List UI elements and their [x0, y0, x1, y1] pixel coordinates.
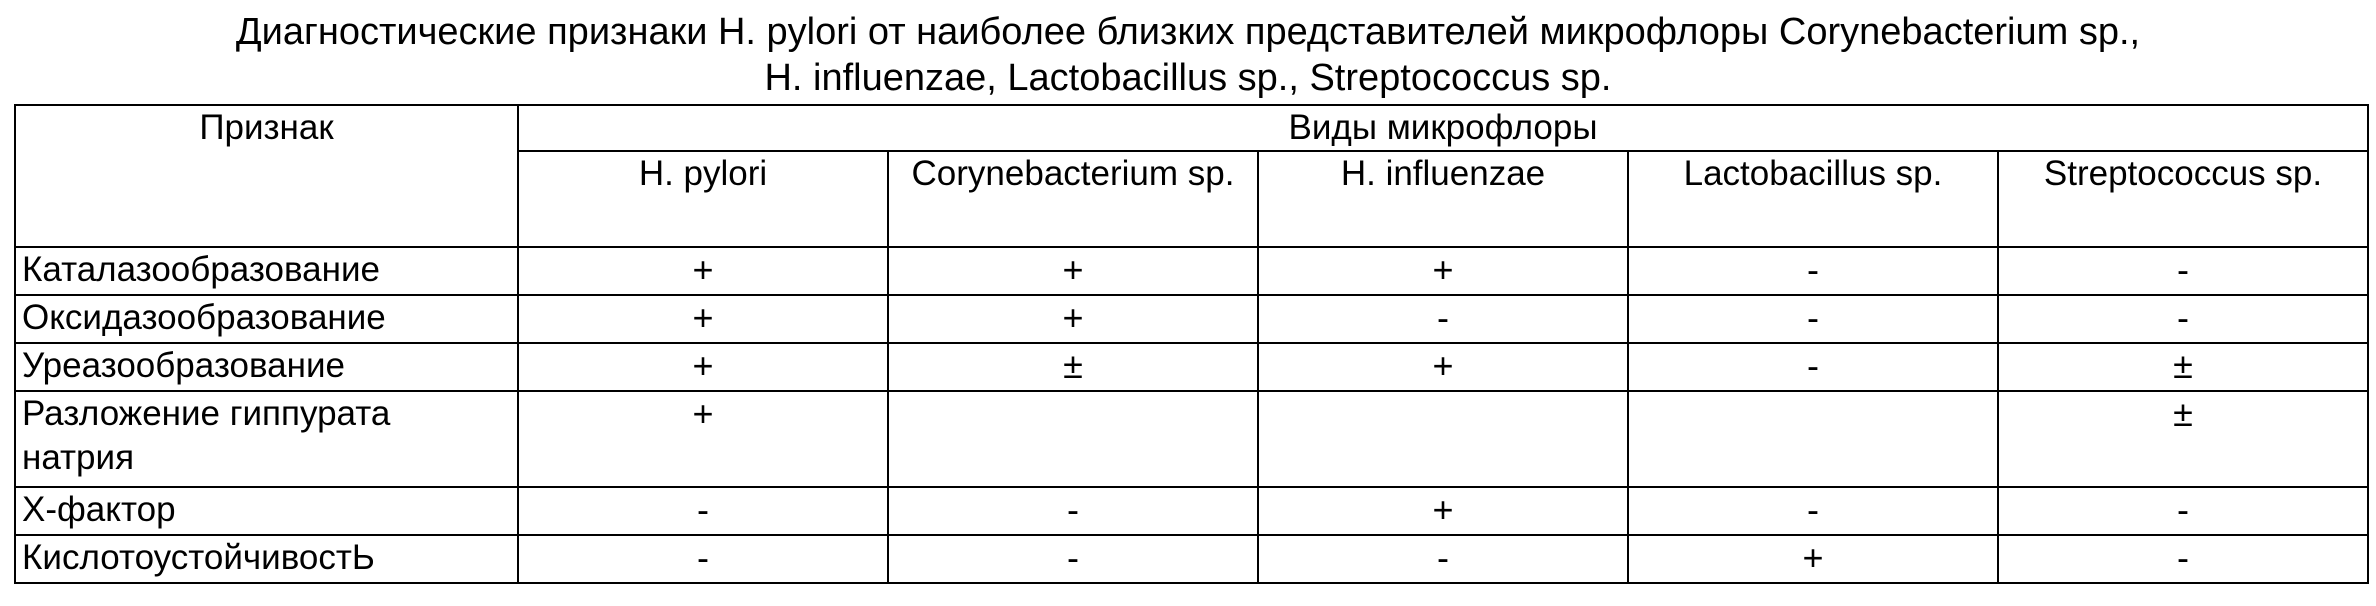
trait-value-cell: + [518, 391, 888, 487]
table-row [15, 535, 2368, 583]
title-line-2: H. influenzae, Lactobacillus sp., Streptococcus sp. [764, 57, 1612, 99]
document-title [0, 0, 2376, 101]
species-header-h-influenzae: H. influenzae [1258, 151, 1628, 247]
trait-label: КислотоустойчивостЬ [15, 535, 518, 583]
trait-value-cell: + [518, 295, 888, 343]
trait-value-cell: - [1628, 247, 1998, 295]
trait-value-cell: - [1258, 535, 1628, 583]
trait-value-cell: - [1998, 247, 2368, 295]
trait-value-cell: - [1258, 295, 1628, 343]
trait-value-cell: + [888, 247, 1258, 295]
trait-value-cell: - [888, 535, 1258, 583]
trait-value-cell: + [518, 247, 888, 295]
table-row [15, 343, 2368, 391]
trait-value-cell [1258, 391, 1628, 487]
trait-value-cell: + [1628, 535, 1998, 583]
trait-value-cell: ± [1998, 343, 2368, 391]
trait-value-cell: + [1258, 487, 1628, 535]
trait-value-cell: + [1258, 343, 1628, 391]
trait-value-cell: + [518, 343, 888, 391]
trait-label: Оксидазообразование [15, 295, 518, 343]
diagnostic-traits-table [14, 104, 2369, 584]
species-header-lactobacillus: Lactobacillus sp. [1628, 151, 1998, 247]
table-row [15, 295, 2368, 343]
trait-value-cell [1628, 391, 1998, 487]
trait-value-cell: - [1998, 535, 2368, 583]
trait-value-cell: - [1998, 487, 2368, 535]
table-row [15, 487, 2368, 535]
trait-value-cell: - [518, 487, 888, 535]
trait-column-header: Признак [15, 105, 518, 247]
trait-label: Каталазообразование [15, 247, 518, 295]
table-row [15, 247, 2368, 295]
trait-value-cell: - [1628, 487, 1998, 535]
trait-value-cell: - [1998, 295, 2368, 343]
trait-label: Х-фактор [15, 487, 518, 535]
species-header-corynebacterium: Corynebacterium sp. [888, 151, 1258, 247]
trait-value-cell: - [1628, 295, 1998, 343]
trait-value-cell: - [1628, 343, 1998, 391]
trait-label: Уреазообразование [15, 343, 518, 391]
table-row [15, 391, 2368, 487]
species-header-h-pylori: H. pylori [518, 151, 888, 247]
species-group-header: Виды микрофлоры [518, 105, 2368, 151]
trait-value-cell [888, 391, 1258, 487]
title-line-1: Диагностические признаки H. pylori от наиболее близких представителей микрофлоры Corynebacterium sp., [235, 11, 2141, 53]
trait-label: Разложение гиппурата натрия [15, 391, 518, 487]
trait-value-cell: - [518, 535, 888, 583]
trait-value-cell: - [888, 487, 1258, 535]
trait-value-cell: ± [1998, 391, 2368, 487]
trait-value-cell: + [1258, 247, 1628, 295]
header-row-group [15, 105, 2368, 151]
trait-value-cell: + [888, 295, 1258, 343]
species-header-streptococcus: Streptococcus sp. [1998, 151, 2368, 247]
trait-value-cell: ± [888, 343, 1258, 391]
